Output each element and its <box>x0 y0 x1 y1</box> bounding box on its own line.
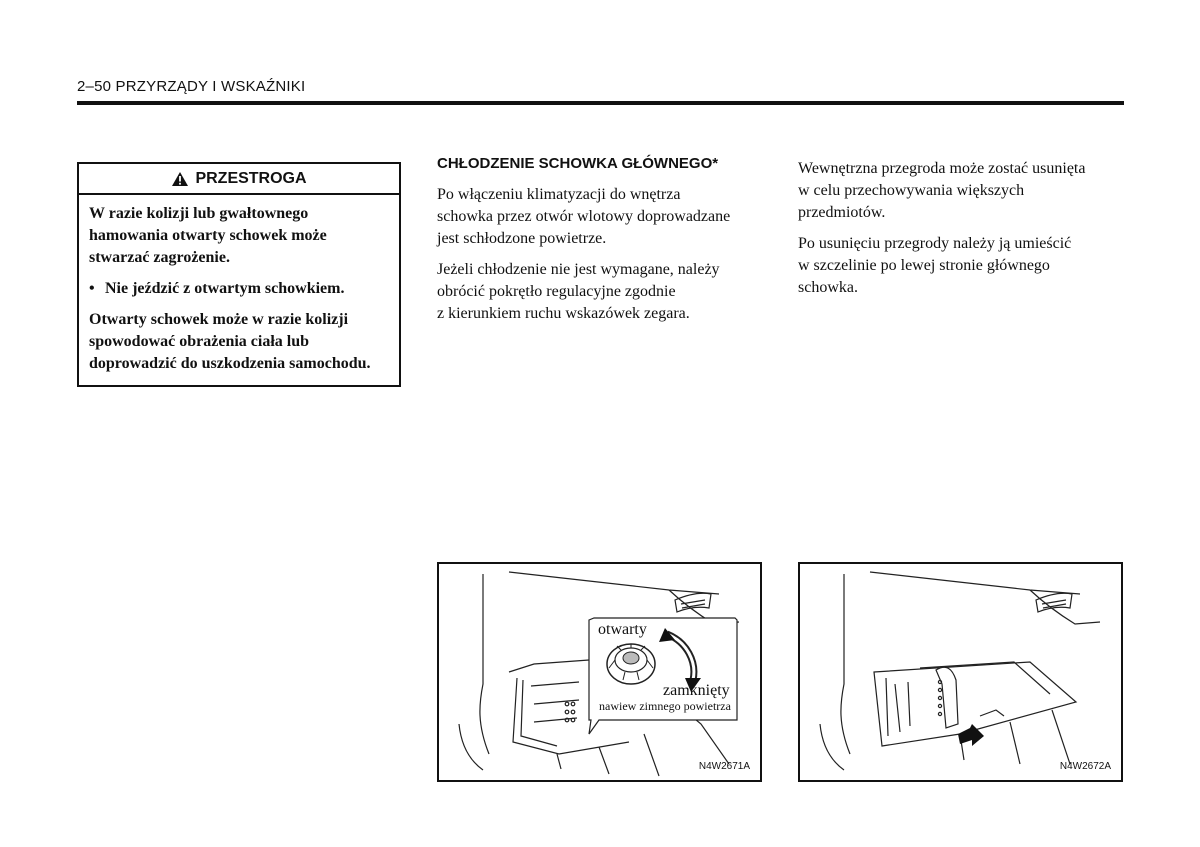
page-header: 2–50 PRZYRZĄDY I WSKAŹNIKI <box>77 78 306 95</box>
warning-title: PRZESTROGA <box>195 169 307 187</box>
text-line: obrócić pokrętło regulacyjne zgodnie <box>437 283 676 300</box>
paragraph-divider-removal <box>798 158 1128 224</box>
section-heading: CHŁODZENIE SCHOWKA GŁÓWNEGO* <box>437 155 719 172</box>
paragraph-ac-cooling <box>437 184 773 250</box>
text-line: przedmiotów. <box>798 204 886 221</box>
glovebox-knob-illustration <box>439 564 760 780</box>
text-line: w szczelinie po lewej stronie głównego <box>798 257 1050 274</box>
text-line: z kierunkiem ruchu wskazówek zegara. <box>437 305 690 322</box>
figure-code: N4W2672A <box>1059 761 1111 772</box>
warning-paragraph-2 <box>89 309 389 375</box>
warning-bullet-text: Nie jeździć z otwartym schowkiem. <box>105 280 345 297</box>
text-line: Jeżeli chłodzenie nie jest wymagane, należy <box>437 261 720 278</box>
bullet-dot: • <box>89 280 95 297</box>
section-column-right <box>798 158 1128 308</box>
warning-title-bar <box>79 164 399 195</box>
warning-box <box>77 162 401 387</box>
warning-line: hamowania otwarty schowek może <box>89 227 327 244</box>
text-line: Po włączeniu klimatyzacji do wnętrza <box>437 186 681 203</box>
warning-line: stwarzać zagrożenie. <box>89 249 230 266</box>
paragraph-disable-cooling <box>437 259 773 325</box>
header-rule <box>77 101 1124 105</box>
warning-body <box>79 195 399 385</box>
label-cold-air-vent: nawiew zimnego powietrza <box>599 699 731 713</box>
warning-line: doprowadzić do uszkodzenia samochodu. <box>89 355 371 372</box>
label-closed: zamknięty <box>663 682 730 699</box>
text-line: Wewnętrzna przegroda może zostać usunięta <box>798 160 1086 177</box>
text-line: w celu przechowywania większych <box>798 182 1025 199</box>
text-line: schowka przez otwór wlotowy doprowadzane <box>437 208 731 225</box>
figure-glovebox-cooling-knob <box>437 562 762 782</box>
paragraph-divider-storage <box>798 233 1128 299</box>
warning-line: W razie kolizji lub gwałtownego <box>89 205 309 222</box>
warning-line: Otwarty schowek może w razie kolizji <box>89 311 349 328</box>
text-line: jest schłodzone powietrze. <box>437 230 607 247</box>
section-column-middle <box>437 155 773 334</box>
warning-line: spowodować obrażenia ciała lub <box>89 333 310 350</box>
label-open: otwarty <box>598 621 647 638</box>
warning-triangle-icon <box>171 171 189 187</box>
warning-bullet <box>89 278 389 300</box>
text-line: Po usunięciu przegrody należy ją umieścić <box>798 235 1072 252</box>
figure-glovebox-divider <box>798 562 1123 782</box>
text-line: schowka. <box>798 279 858 296</box>
warning-paragraph-1 <box>89 203 389 269</box>
glovebox-divider-illustration <box>800 564 1121 780</box>
figure-code: N4W2671A <box>698 761 750 772</box>
removal-arrow <box>958 724 984 746</box>
